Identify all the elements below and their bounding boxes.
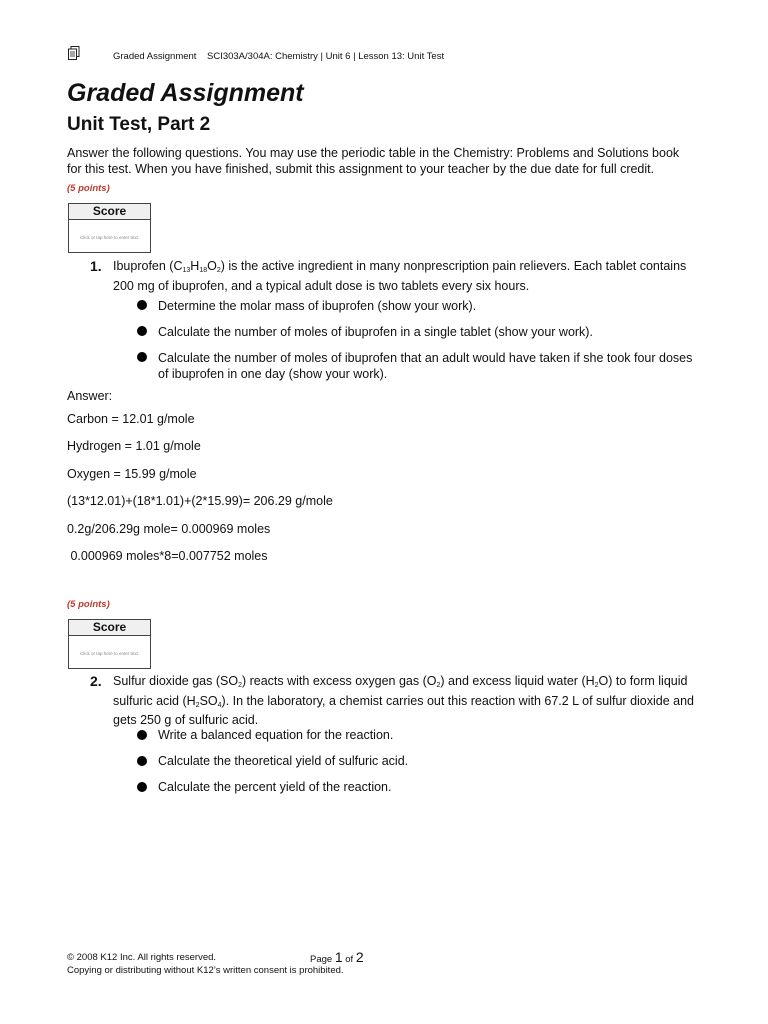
- answer-line: 0.000969 moles*8=0.007752 moles: [67, 549, 268, 563]
- document-stack-icon: [68, 46, 80, 60]
- list-item: Write a balanced equation for the reaction.: [158, 728, 394, 742]
- bullet-icon: [137, 756, 147, 766]
- score-input-placeholder[interactable]: Click or tap here to enter text.: [79, 651, 140, 656]
- page-number: Page 1 of 2: [310, 949, 364, 965]
- copy-notice: Copying or distributing without K12’s written consent is prohibited.: [67, 965, 344, 976]
- list-item: Calculate the number of moles of ibuprofen that an adult would have taken if she took four doses of ibuprofen in one day (show your work).: [158, 351, 693, 381]
- question-number: 1.: [90, 258, 102, 274]
- answer-line: Carbon = 12.01 g/mole: [67, 412, 195, 426]
- answer-line: (13*12.01)+(18*1.01)+(2*15.99)= 206.29 g/mole: [67, 494, 333, 508]
- answer-line: Hydrogen = 1.01 g/mole: [67, 439, 201, 453]
- score-box[interactable]: [68, 203, 151, 253]
- answer-line: Oxygen = 15.99 g/mole: [67, 467, 197, 481]
- bullet-icon: [137, 352, 147, 362]
- bullet-icon: [137, 326, 147, 336]
- points-label: (5 points): [67, 183, 110, 194]
- header-label: Graded Assignment: [113, 51, 197, 62]
- points-label: (5 points): [67, 599, 110, 610]
- question-text: Ibuprofen $(C_{13}H_{18}O_2)$ is the active ingredient in many nonprescription pain relievers. Each tablet contains 200 mg of ibuprofen, and a typical adult dose is two tablets every six hours.: [113, 259, 687, 293]
- list-item: Calculate the theoretical yield of sulfuric acid.: [158, 754, 409, 768]
- score-header: Score: [69, 620, 150, 636]
- score-header: Score: [69, 204, 150, 220]
- list-item: Calculate the number of moles of ibuprofen in a single tablet (show your work).: [158, 325, 593, 339]
- list-item: Calculate the percent yield of the reaction.: [158, 780, 392, 794]
- question-text: Sulfur dioxide gas $(SO_2)$ reacts with excess oxygen gas $(O_2)$ and excess liquid water $(H_2O)$ to form liquid sulfuric acid $(H_2SO_4)$. In the laboratory, a chemist carries out this reaction with 67.2 L of sulfur dioxide and gets 250 g of sulfuric acid.: [113, 674, 695, 727]
- score-box[interactable]: [68, 619, 151, 669]
- score-input-placeholder[interactable]: Click or tap here to enter text.: [79, 235, 140, 240]
- header-course: SCI303A/304A: Chemistry | Unit 6 | Lesson 13: Unit Test: [207, 51, 445, 62]
- bullet-icon: [137, 782, 147, 792]
- page-title: Graded Assignment: [67, 79, 304, 107]
- copyright: © 2008 K12 Inc. All rights reserved.: [67, 952, 217, 963]
- list-item: Determine the molar mass of ibuprofen (show your work).: [158, 299, 477, 313]
- running-header: [113, 51, 444, 62]
- question-number: 2.: [90, 673, 102, 689]
- bullet-icon: [137, 300, 147, 310]
- instructions: Answer the following questions. You may use the periodic table in the Chemistry: Problems and Solutions book for this test. When you have finished, submit this assignment to your teacher by the due date for full credit.: [67, 146, 680, 176]
- page-subtitle: Unit Test, Part 2: [67, 114, 211, 135]
- bullet-icon: [137, 730, 147, 740]
- answer-label: Answer:: [67, 389, 113, 403]
- answer-line: 0.2g/206.29g mole= 0.000969 moles: [67, 522, 271, 536]
